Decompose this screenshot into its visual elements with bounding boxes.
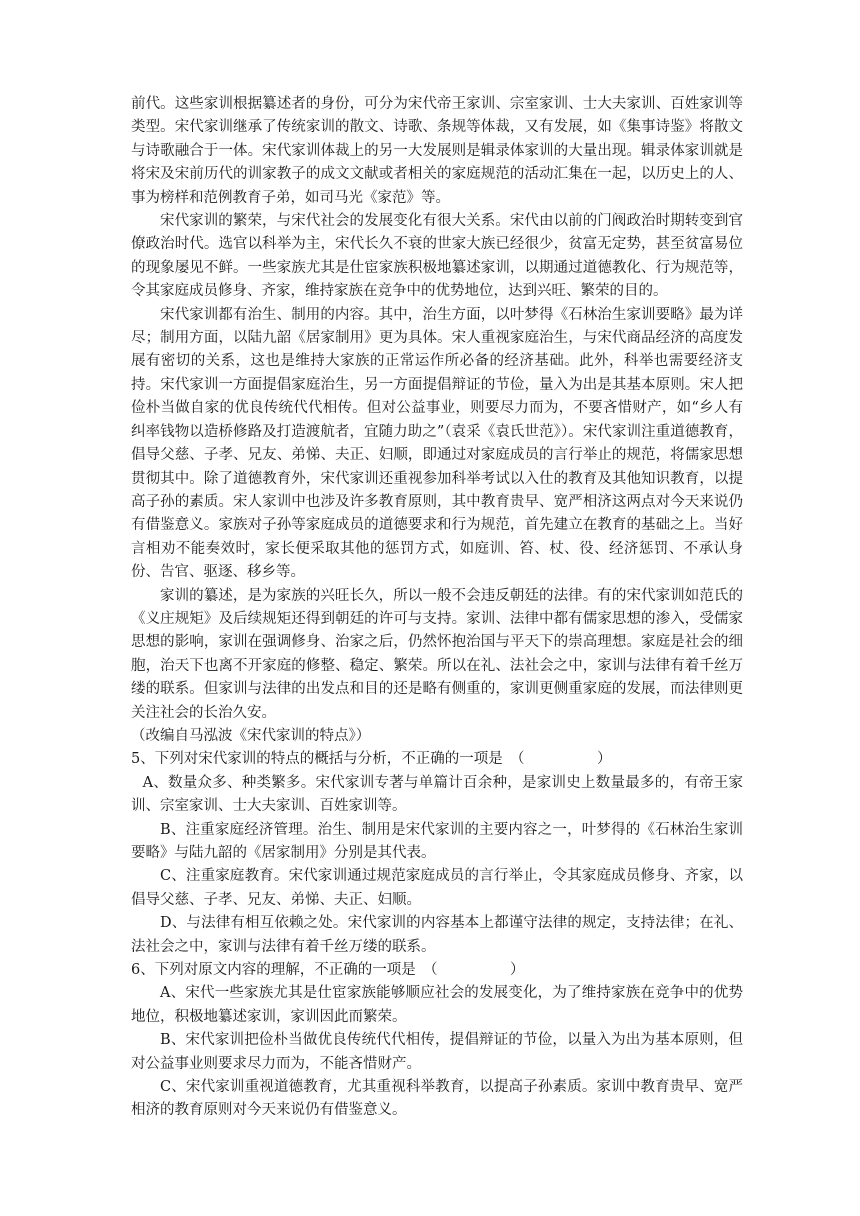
article-source: （改编自马泓波《宋代家训的特点》）	[131, 727, 371, 744]
question-5-option-d: D、与法律有相互依赖之处。宋代家训的内容基本上都谨守法律的规定，支持法律；在礼、法社会之中，家训与法律有着千丝万缕的联系。	[131, 915, 743, 955]
article-paragraph-1: 前代。这些家训根据纂述者的身份，可分为宋代帝王家训、宗室家训、士大夫家训、百姓家训等类型。宋代家训继承了传统家训的散文、诗歌、条规等体裁，又有发展，如《集事诗鉴》将散文与诗歌融合于一体。宋代家训体裁上的另一大发展则是辑录体家训的大量出现。辑录体家训就是将宋及宋前历代的训家教子的成文文献或者相关的家庭规范的活动汇集在一起，以历史上的人、事为榜样和范例教育子弟，如司马光《家范》等。	[131, 96, 743, 206]
article-paragraph-4: 家训的纂述，是为家族的兴旺长久，所以一般不会违反朝廷的法律。有的宋代家训如范氏的《义庄规矩》及后续规矩还得到朝廷的许可与支持。家训、法律中都有儒家思想的渗入，受儒家思想的影响，家训在强调修身、治家之后，仍然怀抱治国与平天下的崇高理想。家庭是社会的细胞，治天下也离不开家庭的修整、稳定、繁荣。所以在礼、法社会之中，家训与法律有着千丝万缕的联系。但家训与法律的出发点和目的还是略有侧重的，家训更侧重家庭的发展，而法律则更关注社会的长治久安。	[131, 587, 743, 721]
question-5-stem: 5、下列对宋代家训的特点的概括与分析，不正确的一项是 （ ）	[131, 751, 612, 768]
article-paragraph-2: 宋代家训的繁荣，与宋代社会的发展变化有很大关系。宋代由以前的门阀政治时期转变到官僚政治时代。选官以科举为主，宋代长久不衰的世家大族已经很少，贫富无定势，甚至贫富易位的现象屡见不鲜。一些家族尤其是仕宦家族积极地纂述家训，以期通过道德教化、行为规范等，令其家庭成员修身、齐家，维持家族在竞争中的优势地位，达到兴旺、繁荣的目的。	[131, 213, 743, 300]
question-6-option-c: C、宋代家训重视道德教育，尤其重视科举教育，以提高子孙素质。家训中教育贵早、宽严相济的教育原则对今天来说仍有借鉴意义。	[131, 1079, 743, 1119]
question-5-option-a: A、数量众多、种类繁多。宋代家训专著与单篇计百余种，是家训史上数量最多的，有帝王家训、宗室家训、士大夫家训、百姓家训等。	[131, 774, 743, 815]
article-paragraph-3: 宋代家训都有治生、制用的内容。其中，治生方面，以叶梦得《石林治生家训要略》最为详尽；制用方面，以陆九韶《居家制用》更为具体。宋人重视家庭治生，与宋代商品经济的高度发展有密切的关系，这也是维持大家族的正常运作所必备的经济基础。此外，科举也需要经济支持。宋代家训一方面提倡家庭治生，另一方面提倡辩证的节俭，量入为出是其基本原则。宋人把俭朴当做自家的优良传统代代相传。但对公益事业，则要尽力而为，不要吝惜财产，如“乡人有纠率钱物以造桥修路及打造渡航者，宜随力助之”（袁采《袁氏世范》）。宋代家训注重道德教育，倡导父慈、子孝、兄友、弟悌、夫正、妇顺，即通过对家庭成员的言行举止的规范，将儒家思想贯彻其中。除了道德教育外，宋代家训还重视参加科举考试以入仕的教育及其他知识教育，以提高子孙的素质。宋人家训中也涉及许多教育原则，其中教育贵早、宽严相济这两点对今天来说仍有借鉴意义。家族对子孙等家庭成员的道德要求和行为规范，首先建立在教育的基础之上。当好言相劝不能奏效时，家长便采取其他的惩罚方式，如庭训、笞、杖、役、经济惩罚、不承认身份、告官、驱逐、移乡等。	[131, 306, 743, 581]
question-5-option-b: B、注重家庭经济管理。治生、制用是宋代家训的主要内容之一，叶梦得的《石林治生家训要略》与陆九韶的《居家制用》分别是其代表。	[131, 821, 743, 861]
question-6-stem: 6、下列对原文内容的理解，不正确的一项是 （ ）	[131, 962, 525, 979]
question-5-option-c: C、注重家庭教育。宋代家训通过规范家庭成员的言行举止，令其家庭成员修身、齐家，以倡导父慈、子孝、兄友、弟悌、夫正、妇顺。	[131, 868, 743, 908]
question-6-option-a: A、宋代一些家族尤其是仕宦家族能够顺应社会的发展变化，为了维持家族在竞争中的优势地位，积极地纂述家训，家训因此而繁荣。	[131, 985, 743, 1025]
question-6-option-b: B、宋代家训把俭朴当做优良传统代代相传，提倡辩证的节俭，以量入为出为基本原则，但对公益事业则要求尽力而为，不能吝惜财产。	[131, 1032, 743, 1072]
document-page	[131, 93, 743, 1123]
